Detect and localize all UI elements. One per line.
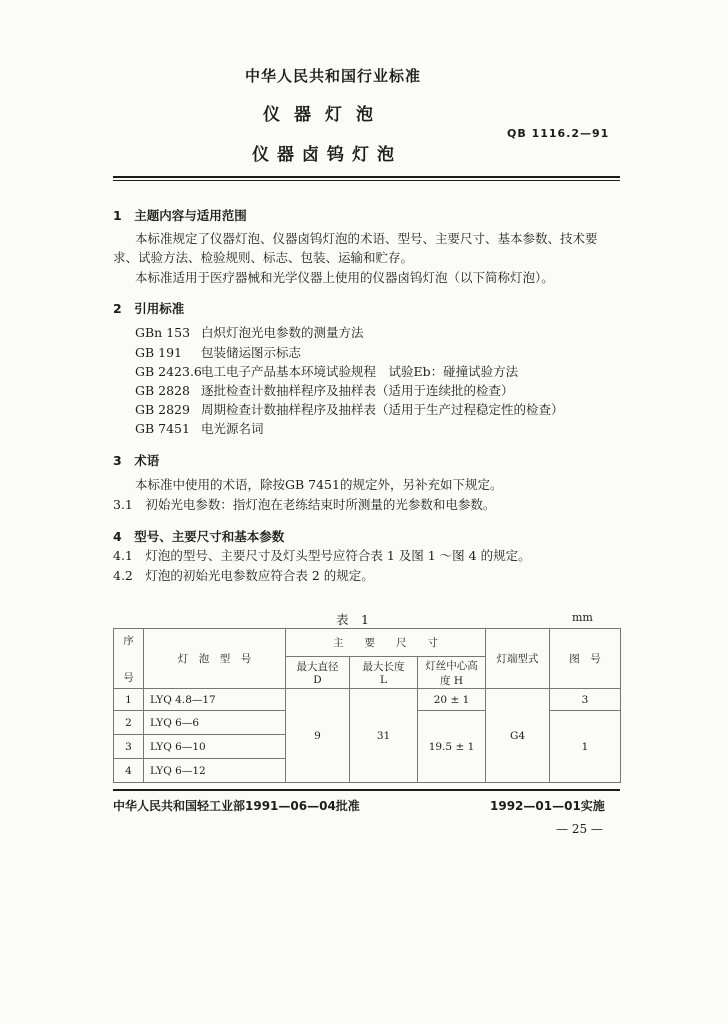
table-1 — [113, 628, 621, 783]
issuing-agency: 中华人民共和国行业标准 — [245, 67, 422, 85]
clause-3-1: 3.1 初始光电参数：指灯泡在老练结束时所测量的光参数和电参数。 — [113, 497, 496, 512]
reference-title: 电工电子产品基本环境试验规程 试验Eb：碰撞试验方法 — [201, 364, 519, 379]
cell-figure-no: 3 — [550, 689, 621, 711]
cell-filament-height: 19.5 ± 1 — [418, 711, 486, 783]
reference-title: 周期检查计数抽样程序及抽样表（适用于生产过程稳定性的检查） — [201, 402, 564, 417]
section-3-heading: 3 术语 — [113, 453, 160, 468]
reference-code: GB 191 — [135, 345, 183, 360]
cell-max-length: 31 — [350, 689, 418, 783]
section-2-heading: 2 引用标准 — [113, 301, 185, 316]
reference-code: GB 2828 — [135, 383, 190, 398]
cell-seq: 3 — [114, 735, 144, 759]
clause-4-1: 4.1 灯泡的型号、主要尺寸及灯头型号应符合表 1 及图 1 ～图 4 的规定。 — [113, 548, 531, 563]
reference-item — [135, 400, 564, 418]
reference-code: GB 2829 — [135, 402, 190, 417]
reference-item — [135, 419, 264, 437]
reference-item — [135, 362, 518, 380]
cell-max-diameter: 9 — [286, 689, 350, 783]
reference-code: GB 7451 — [135, 421, 190, 436]
header-rule-thin — [113, 180, 620, 181]
header-figure-no: 图 号 — [550, 629, 621, 689]
reference-code: GB 2423.6 — [135, 364, 202, 379]
cell-base-type: G4 — [486, 689, 550, 783]
header-max-diameter: 最大直径 D — [286, 657, 350, 689]
table-1-caption: 表 1 — [336, 612, 369, 627]
approval-notice: 中华人民共和国轻工业部1991—06—04批准 — [113, 799, 360, 813]
cell-seq: 1 — [114, 689, 144, 711]
reference-title: 白炽灯泡光电参数的测量方法 — [201, 325, 364, 340]
section-1-paragraph-1: 本标准规定了仪器灯泡、仪器卤钨灯泡的术语、型号、主要尺寸、基本参数、技术要 — [135, 231, 598, 246]
document-subtitle: 仪器卤钨灯泡 — [252, 145, 402, 165]
effective-date: 1992—01—01实施 — [490, 799, 605, 813]
section-1-heading: 1 主题内容与适用范围 — [113, 208, 247, 223]
header-seq: 序 号 — [114, 629, 144, 689]
footer-rule — [113, 789, 620, 791]
header-rule-thick — [113, 176, 620, 178]
header-max-length: 最大长度 L — [350, 657, 418, 689]
cell-model: LYQ 6—6 — [144, 711, 286, 735]
cell-filament-height: 20 ± 1 — [418, 689, 486, 711]
header-main-dimensions: 主 要 尺 寸 — [286, 629, 486, 657]
cell-model: LYQ 6—10 — [144, 735, 286, 759]
reference-title: 逐批检查计数抽样程序及抽样表（适用于连续批的检查） — [201, 383, 514, 398]
cell-model: LYQ 4.8—17 — [144, 689, 286, 711]
section-3-paragraph: 本标准中使用的术语，除按GB 7451的规定外，另补充如下规定。 — [135, 477, 503, 492]
table-row — [114, 689, 621, 711]
section-1-paragraph-1-cont: 求、试验方法、检验规则、标志、包装、运输和贮存。 — [113, 250, 414, 265]
header-filament-center-height: 灯丝中心高 度 H — [418, 657, 486, 689]
standard-code: QB 1116.2—91 — [507, 127, 610, 140]
cell-figure-no: 1 — [550, 711, 621, 783]
cell-seq: 4 — [114, 759, 144, 783]
reference-title: 电光源名词 — [201, 421, 264, 436]
cell-model: LYQ 6—12 — [144, 759, 286, 783]
section-4-heading: 4 型号、主要尺寸和基本参数 — [113, 529, 285, 544]
reference-item — [135, 323, 364, 341]
reference-item — [135, 343, 301, 361]
reference-code: GBn 153 — [135, 325, 191, 340]
reference-item — [135, 381, 514, 399]
header-model: 灯 泡 型 号 — [144, 629, 286, 689]
document-title: 仪器灯泡 — [263, 105, 387, 125]
section-1-paragraph-2: 本标准适用于医疗器械和光学仪器上使用的仪器卤钨灯泡（以下简称灯泡）。 — [135, 270, 554, 285]
header-base-type: 灯端型式 — [486, 629, 550, 689]
page-number: — 25 — — [556, 822, 603, 836]
table-1-unit: mm — [572, 611, 593, 624]
clause-4-2: 4.2 灯泡的初始光电参数应符合表 2 的规定。 — [113, 568, 374, 583]
cell-seq: 2 — [114, 711, 144, 735]
reference-title: 包装储运图示标志 — [201, 345, 302, 360]
